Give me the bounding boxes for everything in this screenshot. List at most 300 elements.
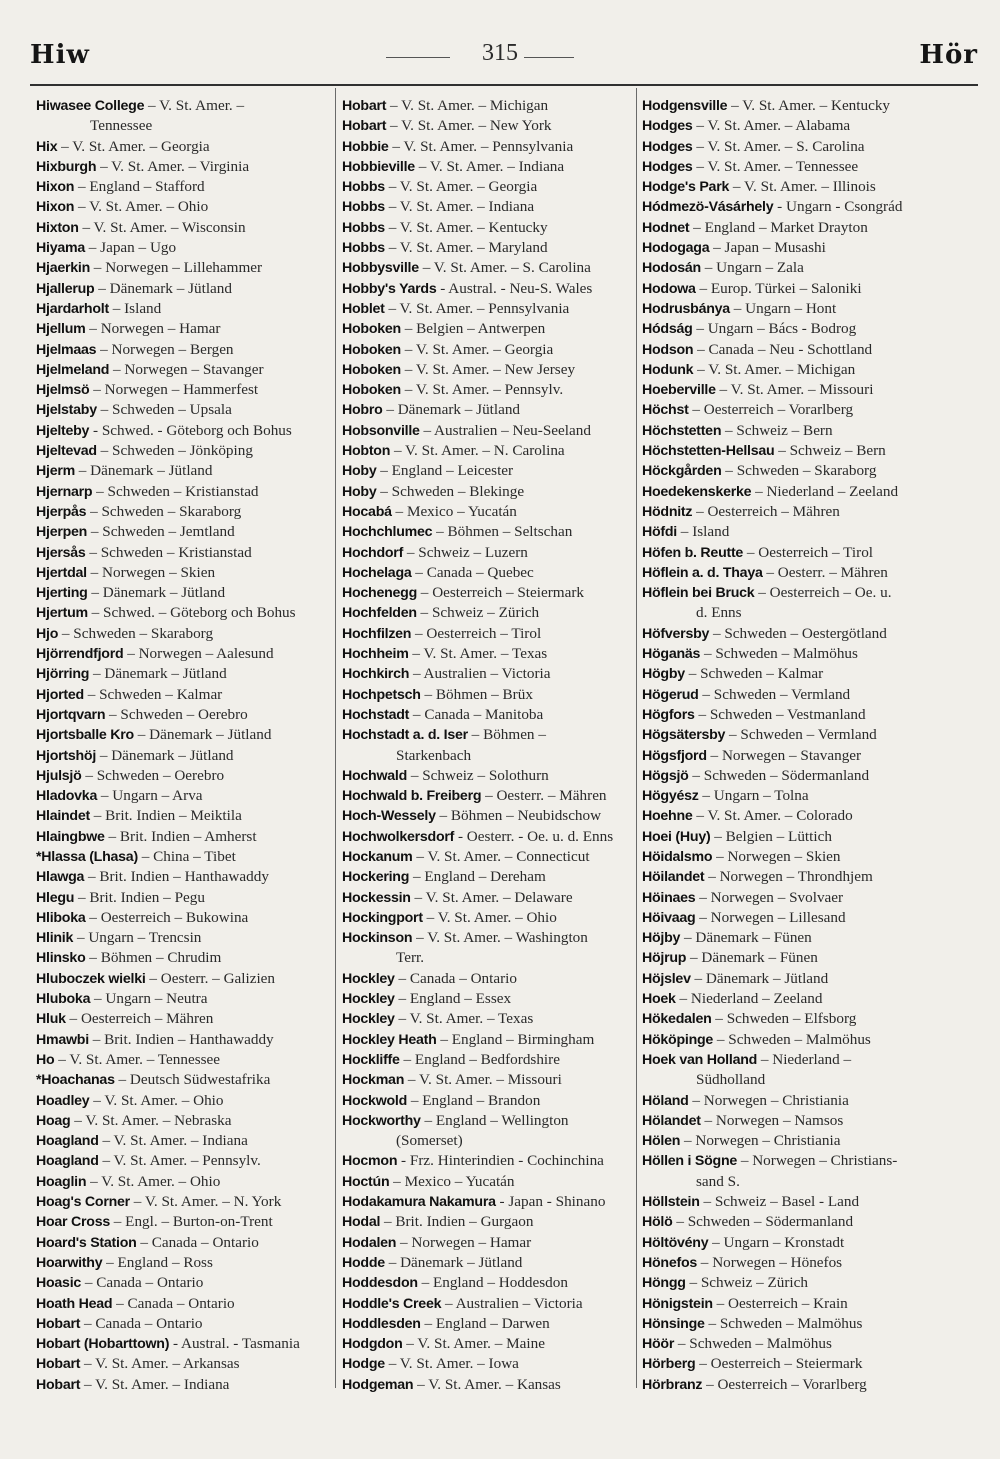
place-location: – Island bbox=[677, 523, 730, 541]
place-name: Hochdorf bbox=[342, 544, 404, 561]
place-name: Hochenegg bbox=[342, 585, 417, 602]
place-name: Hodges bbox=[642, 118, 693, 135]
place-location: – Canada – Manitoba bbox=[409, 705, 544, 723]
place-name: Hobart (Hobarttown) bbox=[36, 1336, 170, 1353]
place-location: – Ungarn – Zala bbox=[700, 259, 804, 277]
place-name: Hlinsko bbox=[36, 950, 86, 967]
place-location: - Frz. Hinterindien - Cochinchina bbox=[397, 1152, 604, 1170]
gazetteer-entry bbox=[342, 1172, 632, 1192]
gazetteer-entry bbox=[642, 1009, 932, 1029]
place-location: – Schweden – Skaraborg bbox=[86, 502, 242, 520]
place-location: – Deutsch Südwestafrika bbox=[114, 1071, 271, 1089]
place-name: Hödnitz bbox=[642, 503, 693, 520]
gazetteer-entry bbox=[642, 725, 932, 745]
place-name: Hjelmeland bbox=[36, 361, 110, 378]
place-location: – V. St. Amer. – Washington bbox=[412, 929, 588, 947]
place-name: Högby bbox=[642, 666, 685, 683]
gazetteer-entry bbox=[342, 827, 632, 847]
place-name: Hochwald b. Freiberg bbox=[342, 788, 482, 805]
place-name: Hjallerup bbox=[36, 280, 95, 297]
gazetteer-entry bbox=[36, 1375, 330, 1395]
place-location: – Schweden – Oerebro bbox=[105, 705, 248, 723]
place-location: – V. St. Amer. – Delaware bbox=[410, 888, 573, 906]
place-name: Hiyama bbox=[36, 240, 85, 257]
gazetteer-entry bbox=[36, 1009, 330, 1029]
place-name: Hochelaga bbox=[342, 564, 412, 581]
gazetteer-entry bbox=[642, 1334, 932, 1354]
gazetteer-entry bbox=[642, 340, 932, 360]
place-location: – Dänemark – Jütland bbox=[89, 665, 227, 683]
place-name: Hoeberville bbox=[642, 382, 716, 399]
place-name: Hobbs bbox=[342, 199, 385, 216]
place-name: Hockingport bbox=[342, 909, 423, 926]
place-location: – V. St. Amer. – Kentucky bbox=[384, 218, 548, 236]
place-location: – Schweden – Malmöhus bbox=[700, 645, 858, 663]
gazetteer-entry bbox=[342, 319, 632, 339]
gazetteer-entry bbox=[642, 1375, 932, 1395]
place-location: – England – Hoddesdon bbox=[417, 1274, 568, 1292]
gazetteer-entry bbox=[642, 1050, 932, 1070]
place-name: Hobart bbox=[36, 1356, 81, 1373]
place-location: – England – Darwen bbox=[420, 1314, 550, 1332]
gazetteer-entry bbox=[342, 766, 632, 786]
place-name: Hluboka bbox=[36, 991, 91, 1008]
place-name: Hochwald bbox=[342, 767, 408, 784]
place-location: – V. St. Amer. – Georgia bbox=[400, 340, 554, 358]
place-name: *Hoachanas bbox=[36, 1072, 115, 1089]
gazetteer-entry bbox=[342, 1050, 632, 1070]
place-name: Hodowa bbox=[642, 280, 696, 297]
place-name: Hoboken bbox=[342, 341, 401, 358]
place-location: – Dänemark – Jütland bbox=[690, 969, 829, 987]
place-location: – Norwegen – Skien bbox=[712, 847, 841, 865]
place-location: – Schweden – Södermanland bbox=[688, 766, 870, 784]
place-location: – Norwegen – Hamar bbox=[85, 320, 221, 338]
gazetteer-entry bbox=[642, 116, 932, 136]
place-name: Hochstadt a. d. Iser bbox=[342, 727, 468, 744]
place-location: – Dänemark – Jütland bbox=[382, 401, 521, 419]
place-name: Högerud bbox=[642, 686, 699, 703]
gazetteer-entry bbox=[342, 928, 632, 948]
place-location: – Dänemark – Fünen bbox=[686, 949, 818, 967]
gazetteer-entry bbox=[642, 685, 932, 705]
gazetteer-entry bbox=[36, 746, 330, 766]
place-name: Hörberg bbox=[642, 1356, 696, 1373]
gazetteer-entry bbox=[642, 1151, 932, 1171]
gazetteer-entry bbox=[642, 461, 932, 481]
gazetteer-entry bbox=[342, 502, 632, 522]
place-name: Hlinik bbox=[36, 930, 74, 947]
place-location: – V. St. Amer. – New York bbox=[386, 117, 552, 135]
place-location: – Schweiz – Bern bbox=[721, 421, 833, 439]
place-name: Hökedalen bbox=[642, 1011, 712, 1028]
place-location: – V. St. Amer. – Pennsylv. bbox=[98, 1152, 261, 1170]
gazetteer-entry bbox=[36, 1030, 330, 1050]
place-name: Höjslev bbox=[642, 970, 691, 987]
place-name: Hjerpen bbox=[36, 524, 88, 541]
place-name: Hobbs bbox=[342, 219, 385, 236]
gazetteer-entry bbox=[36, 380, 330, 400]
place-name: Hoag's Corner bbox=[36, 1194, 130, 1211]
place-name: Hockley bbox=[342, 991, 395, 1008]
place-location: – V. St. Amer. – S. Carolina bbox=[418, 259, 591, 277]
column-1 bbox=[36, 96, 330, 1395]
place-location: – Australien – Victoria bbox=[409, 665, 551, 683]
place-location: – England – Essex bbox=[394, 990, 512, 1008]
place-name: Hoaglin bbox=[36, 1173, 87, 1190]
place-location: – Norwegen – Hönefos bbox=[697, 1253, 843, 1271]
place-name: Hönefos bbox=[642, 1254, 697, 1271]
place-location: – Schweden – Oerebro bbox=[81, 766, 225, 784]
gazetteer-entry bbox=[642, 766, 932, 786]
gazetteer-entry bbox=[342, 1253, 632, 1273]
place-name: Höchst bbox=[642, 402, 689, 419]
gazetteer-entry bbox=[642, 827, 932, 847]
gazetteer-entry bbox=[642, 806, 932, 826]
place-name: Hoei (Huy) bbox=[642, 828, 711, 845]
gazetteer-entry bbox=[36, 258, 330, 278]
gazetteer-entry bbox=[36, 664, 330, 684]
place-name: Höinaes bbox=[642, 889, 696, 906]
place-name: Hobro bbox=[342, 402, 383, 419]
place-location: – Dänemark – Jütland bbox=[384, 1253, 523, 1271]
gazetteer-entry bbox=[36, 1192, 330, 1212]
gazetteer-entry bbox=[642, 1273, 932, 1293]
place-location: – Dänemark – Jütland bbox=[96, 746, 234, 764]
place-location: – V. St. Amer. – Missouri bbox=[404, 1071, 562, 1089]
place-location: – Norwegen – Stavanger bbox=[109, 360, 264, 378]
place-name: Hjulsjö bbox=[36, 767, 82, 784]
gazetteer-entry bbox=[642, 177, 932, 197]
gazetteer-entry bbox=[342, 1233, 632, 1253]
gazetteer-entry bbox=[342, 644, 632, 664]
place-location: – V. St. Amer. – Ohio bbox=[74, 198, 209, 216]
place-name: Hököpinge bbox=[642, 1031, 714, 1048]
place-location: – Dänemark – Fünen bbox=[680, 929, 812, 947]
place-location: – Oesterreich – Mähren bbox=[692, 502, 840, 520]
page-number: 315 bbox=[482, 40, 518, 66]
running-head-left: Hiw bbox=[30, 40, 90, 70]
place-name: Höflein bei Bruck bbox=[642, 585, 755, 602]
place-location: – Canada – Ontario bbox=[81, 1274, 204, 1292]
place-location: – V. St. Amer. – Kansas bbox=[413, 1375, 561, 1393]
place-name: Hönsinge bbox=[642, 1315, 705, 1332]
place-name: Hjeltevad bbox=[36, 443, 97, 460]
place-location: – Schwed. – Göteborg och Bohus bbox=[87, 604, 296, 622]
gazetteer-entry bbox=[36, 867, 330, 887]
gazetteer-entry bbox=[36, 624, 330, 644]
gazetteer-entry bbox=[36, 1151, 330, 1171]
place-name: Hodge bbox=[342, 1356, 385, 1373]
place-location: – Brit. Indien – Pegu bbox=[74, 888, 205, 906]
place-name: Höfversby bbox=[642, 625, 710, 642]
place-location: – Norwegen – Christiania bbox=[680, 1132, 841, 1150]
place-name: Hoath Head bbox=[36, 1295, 113, 1312]
place-name: Hoby bbox=[342, 483, 377, 500]
gazetteer-entry bbox=[36, 563, 330, 583]
gazetteer-entry bbox=[342, 685, 632, 705]
place-location: – Schweden – Upsala bbox=[96, 401, 232, 419]
gazetteer-entry bbox=[642, 705, 932, 725]
gazetteer-entry bbox=[342, 1009, 632, 1029]
place-name: Hoby bbox=[342, 463, 377, 480]
place-location: – Norwegen – Svolvaer bbox=[695, 888, 844, 906]
gazetteer-entry bbox=[342, 1354, 632, 1374]
place-location: - Austral. - Neu-S. Wales bbox=[436, 279, 593, 297]
place-name: Hoblet bbox=[342, 300, 385, 317]
place-location: – Belgien – Antwerpen bbox=[400, 320, 546, 338]
place-location: – V. St. Amer. – Indiana bbox=[98, 1132, 248, 1150]
gazetteer-entry bbox=[36, 603, 330, 623]
gazetteer-entry bbox=[342, 664, 632, 684]
gazetteer-entry bbox=[642, 989, 932, 1009]
place-name: Hocabá bbox=[342, 503, 392, 520]
place-name: Hockley bbox=[342, 1011, 395, 1028]
gazetteer-entry bbox=[342, 116, 632, 136]
place-location: – Island bbox=[108, 299, 162, 317]
place-name: Hódmezö-Vásárhely bbox=[642, 199, 774, 216]
place-name: Hjernarp bbox=[36, 483, 93, 500]
place-name: Högfors bbox=[642, 706, 695, 723]
place-location: - Oesterr. - Oe. u. d. Enns bbox=[454, 827, 614, 845]
place-location: – Schweden – Skaraborg bbox=[58, 624, 214, 642]
place-location: – V. St. Amer. – Iowa bbox=[384, 1355, 519, 1373]
place-location: – Norwegen – Bergen bbox=[96, 340, 234, 358]
place-location: – Böhmen – Seltschan bbox=[432, 523, 573, 541]
place-name: Höjby bbox=[642, 930, 681, 947]
gazetteer-entry bbox=[36, 806, 330, 826]
place-name: Hjelmaas bbox=[36, 341, 97, 358]
gazetteer-entry bbox=[342, 725, 632, 745]
gazetteer-entry bbox=[642, 847, 932, 867]
place-name: Hörbranz bbox=[642, 1376, 703, 1393]
place-location: – Schweden – Vermland bbox=[698, 685, 851, 703]
place-name: Hoagland bbox=[36, 1153, 99, 1170]
place-name: Hodnet bbox=[642, 219, 690, 236]
gazetteer-entry bbox=[36, 441, 330, 461]
gazetteer-entry bbox=[342, 1192, 632, 1212]
place-name: Hlaindet bbox=[36, 808, 90, 825]
place-name: Hochstadt bbox=[342, 706, 410, 723]
place-name: Hjorted bbox=[36, 686, 84, 703]
place-location: – Böhmen – Chrudim bbox=[85, 949, 222, 967]
gazetteer-entry bbox=[36, 644, 330, 664]
gazetteer-entry bbox=[36, 360, 330, 380]
gazetteer-entry bbox=[342, 522, 632, 542]
gazetteer-entry bbox=[36, 279, 330, 299]
place-location: – Brit. Indien – Gurgaon bbox=[380, 1213, 534, 1231]
gazetteer-entry bbox=[342, 867, 632, 887]
place-location: – Böhmen – bbox=[467, 726, 546, 744]
gazetteer-entry bbox=[36, 1273, 330, 1293]
place-location: – Dänemark – Jütland bbox=[74, 462, 213, 480]
place-location: – Oesterreich – Tirol bbox=[411, 624, 542, 642]
place-name: Hölen bbox=[642, 1133, 681, 1150]
place-location: – V. St. Amer. – Ohio bbox=[89, 1091, 224, 1109]
place-name: Högyész bbox=[642, 788, 699, 805]
place-name: Hoch-Wessely bbox=[342, 808, 436, 825]
gazetteer-entry bbox=[342, 1375, 632, 1395]
place-name: Höör bbox=[642, 1336, 675, 1353]
gazetteer-entry bbox=[342, 1273, 632, 1293]
gazetteer-entry bbox=[342, 218, 632, 238]
place-name: Hix bbox=[36, 138, 58, 155]
running-head-right: Hör bbox=[919, 40, 978, 70]
place-location: – Dänemark – Jütland bbox=[133, 726, 272, 744]
place-name: Hochkirch bbox=[342, 666, 410, 683]
place-location: – Oesterr. – Galizien bbox=[145, 969, 276, 987]
gazetteer-entry bbox=[342, 197, 632, 217]
entry-continuation: Tennessee bbox=[90, 117, 153, 135]
place-location: – V. St. Amer. – Georgia bbox=[57, 137, 210, 155]
place-name: Hodde bbox=[342, 1254, 385, 1271]
place-name: Hockliffe bbox=[342, 1051, 400, 1068]
place-name: Hoarwithy bbox=[36, 1254, 103, 1271]
place-name: Hochwolkersdorf bbox=[342, 828, 455, 845]
place-name: Hockworthy bbox=[342, 1112, 421, 1129]
gazetteer-entry bbox=[342, 543, 632, 563]
gazetteer-entry bbox=[642, 867, 932, 887]
gazetteer-entry bbox=[342, 1314, 632, 1334]
place-name: Hobart bbox=[342, 98, 387, 114]
place-name: Hjerm bbox=[36, 463, 75, 480]
place-name: Höivaag bbox=[642, 909, 696, 926]
place-location: – V. St. Amer. – Pennsylvania bbox=[384, 299, 570, 317]
place-location: – Niederland – Zeeland bbox=[675, 990, 823, 1008]
place-name: Hoedekenskerke bbox=[642, 483, 752, 500]
place-name: Hjardarholt bbox=[36, 300, 109, 317]
gazetteer-entry bbox=[642, 1212, 932, 1232]
place-location: – Norwegen – Skien bbox=[86, 563, 216, 581]
place-location: – England – Dereham bbox=[409, 868, 546, 886]
place-location: – Brit. Indien – Hanthawaddy bbox=[88, 1030, 274, 1048]
gazetteer-entry bbox=[36, 1253, 330, 1273]
gazetteer-entry bbox=[36, 827, 330, 847]
place-location: – Schweden – Malmöhus bbox=[704, 1314, 863, 1332]
gazetteer-entry bbox=[642, 1192, 932, 1212]
place-name: Hobbieville bbox=[342, 158, 415, 175]
gazetteer-entry bbox=[36, 400, 330, 420]
gazetteer-entry bbox=[342, 1151, 632, 1171]
column-3 bbox=[642, 96, 932, 1395]
place-location: – Norwegen – Namsos bbox=[700, 1111, 844, 1129]
place-location: – England – Birmingham bbox=[436, 1030, 595, 1048]
place-name: *Hlassa (Lhasa) bbox=[36, 848, 138, 865]
place-name: Hjertum bbox=[36, 605, 88, 622]
gazetteer-entry bbox=[36, 137, 330, 157]
place-location: – Australien – Victoria bbox=[441, 1294, 583, 1312]
gazetteer-entry bbox=[36, 1233, 330, 1253]
place-location: – Schweden – Malmöhus bbox=[713, 1030, 871, 1048]
place-name: Hodgeman bbox=[342, 1376, 414, 1393]
gazetteer-entry bbox=[36, 197, 330, 217]
gazetteer-entry bbox=[342, 1091, 632, 1111]
gazetteer-entry bbox=[642, 157, 932, 177]
place-location: – Oesterreich – Steiermark bbox=[695, 1355, 863, 1373]
place-location: – V. St. Amer. – Michigan bbox=[693, 360, 856, 378]
place-location: – Schweden – Elfsborg bbox=[711, 1010, 857, 1028]
place-location: – V. St. Amer. – Connecticut bbox=[412, 847, 590, 865]
place-location: – Oesterreich – Vorarlberg bbox=[702, 1375, 867, 1393]
place-location: – Norwegen – Lillesand bbox=[695, 908, 846, 926]
place-name: Hobart bbox=[342, 118, 387, 135]
column-2 bbox=[342, 96, 632, 1395]
gazetteer-entry bbox=[36, 522, 330, 542]
gazetteer-entry bbox=[36, 888, 330, 908]
gazetteer-entry bbox=[342, 806, 632, 826]
gazetteer-entry bbox=[36, 705, 330, 725]
gazetteer-entry bbox=[642, 319, 932, 339]
place-name: Hixon bbox=[36, 199, 75, 216]
gazetteer-entry bbox=[642, 969, 932, 989]
place-location: – Dänemark – Jütland bbox=[94, 279, 232, 297]
place-name: Hódság bbox=[642, 321, 693, 338]
place-name: Hodogaga bbox=[642, 240, 710, 257]
place-name: Hodges bbox=[642, 158, 693, 175]
place-location: – Engl. – Burton-on-Trent bbox=[109, 1213, 273, 1231]
entry-continuation: d. Enns bbox=[696, 604, 742, 622]
gazetteer-entry bbox=[36, 1172, 330, 1192]
place-location: – England – Brandon bbox=[407, 1091, 541, 1109]
top-rule bbox=[30, 84, 978, 86]
place-location: – V. St. Amer. – Pennsylvania bbox=[388, 137, 574, 155]
place-name: Höchstetten bbox=[642, 422, 722, 439]
place-name: Hodson bbox=[642, 341, 694, 358]
gazetteer-entry bbox=[36, 969, 330, 989]
place-location: – Schweden – Kristianstad bbox=[85, 543, 252, 561]
gazetteer-entry bbox=[342, 908, 632, 928]
gazetteer-entry bbox=[642, 360, 932, 380]
gazetteer-entry bbox=[36, 1050, 330, 1070]
place-location: – Oesterreich – Mähren bbox=[65, 1010, 214, 1028]
gazetteer-entry bbox=[36, 482, 330, 502]
place-name: Hjortsballe Kro bbox=[36, 727, 134, 744]
place-name: Hölandet bbox=[642, 1112, 701, 1129]
gazetteer-entry bbox=[342, 1212, 632, 1232]
place-location: – V. St. Amer. – Nebraska bbox=[70, 1111, 232, 1129]
place-name: Höidalsmo bbox=[642, 848, 713, 865]
place-name: Hochfilzen bbox=[342, 625, 412, 642]
place-name: Hoddesdon bbox=[342, 1275, 418, 1292]
place-name: Hoboken bbox=[342, 382, 401, 399]
gazetteer-entry bbox=[642, 1294, 932, 1314]
place-name: Höltövény bbox=[642, 1234, 709, 1251]
gazetteer-entry bbox=[36, 786, 330, 806]
place-name: Höllstein bbox=[642, 1194, 700, 1211]
place-location: – Canada – Neu - Schottland bbox=[693, 340, 873, 358]
place-location: – Brit. Indien – Hanthawaddy bbox=[84, 868, 269, 886]
place-location: – Schweiz – Bern bbox=[774, 442, 886, 460]
column-divider-1 bbox=[335, 88, 336, 1388]
place-location: – Brit. Indien – Meiktila bbox=[89, 807, 242, 825]
place-location: – Norwegen – Christiania bbox=[688, 1091, 849, 1109]
place-location: – Norwegen – Hammerfest bbox=[89, 381, 259, 399]
place-location: – Australien – Neu-Seeland bbox=[419, 421, 591, 439]
gazetteer-entry bbox=[642, 279, 932, 299]
gazetteer-entry bbox=[642, 908, 932, 928]
place-location: – Schweden – Oestergötland bbox=[709, 624, 887, 642]
gazetteer-entry bbox=[342, 258, 632, 278]
gazetteer-entry bbox=[642, 583, 932, 603]
place-name: Hockanum bbox=[342, 848, 413, 865]
place-name: Hockwold bbox=[342, 1092, 408, 1109]
place-location: – Oesterreich – Steiermark bbox=[417, 584, 584, 602]
gazetteer-entry bbox=[36, 218, 330, 238]
gazetteer-entry bbox=[342, 380, 632, 400]
place-name: Hockman bbox=[342, 1072, 405, 1089]
place-location: – Schweiz – Solothurn bbox=[407, 766, 549, 784]
gazetteer-entry bbox=[342, 461, 632, 481]
